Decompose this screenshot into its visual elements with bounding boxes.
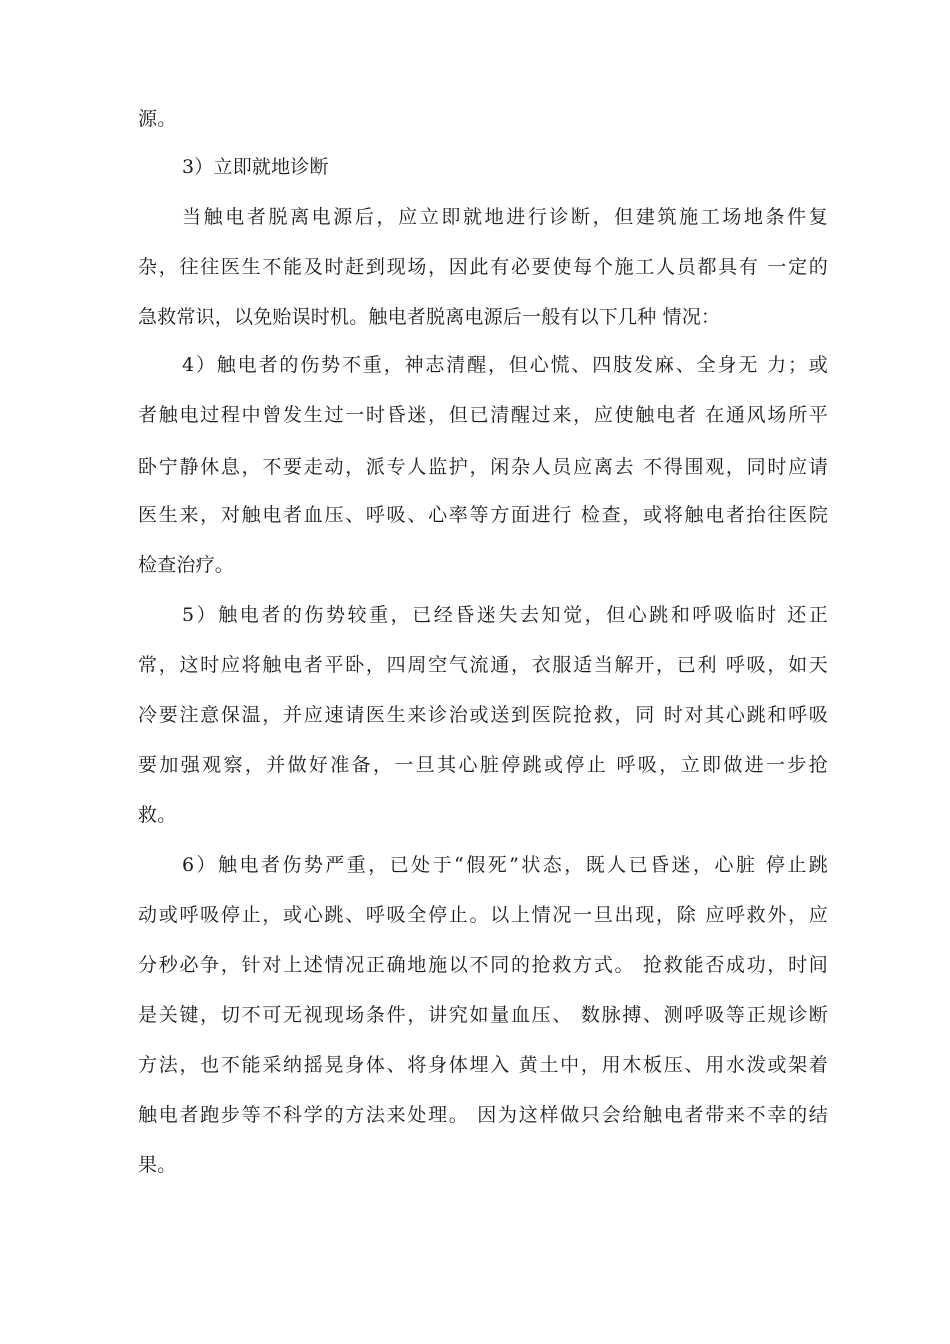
text-line: 杂，往往医生不能及时赶到现场，因此有必要使每个施工人员都具有 一定的	[138, 256, 828, 278]
text-line: 触电者跑步等不科学的方法来处理。 因为这样做只会给触电者带来不幸的结	[138, 1104, 828, 1126]
text-line: 源。	[138, 108, 177, 130]
section-heading: 3）立即就地诊断	[182, 156, 329, 178]
text-line: 当触电者脱离电源后，应立即就地进行诊断，但建筑施工场地条件复	[182, 206, 828, 228]
text-line: 冷要注意保温，并应速请医生来诊治或送到医院抢救，同 时对其心跳和呼吸	[138, 704, 828, 726]
text-line: 医生来，对触电者血压、呼吸、心率等方面进行 检查，或将触电者抬往医院	[138, 504, 828, 526]
text-line: 动或呼吸停止，或心跳、呼吸全停止。以上情况一旦出现，除 应呼救外，应	[138, 904, 828, 926]
text-line: 常，这时应将触电者平卧，四周空气流通，衣服适当解开，已利 呼吸，如天	[138, 654, 828, 676]
text-line: 卧宁静休息，不要走动，派专人监护，闲杂人员应离去 不得围观，同时应请	[138, 456, 828, 478]
text-line: 检查治疗。	[138, 554, 235, 576]
text-line: 者触电过程中曾发生过一时昏迷，但已清醒过来，应使触电者 在通风场所平	[138, 404, 828, 426]
text-line: 5）触电者的伤势较重，已经昏迷失去知觉，但心跳和呼吸临时 还正	[182, 604, 828, 626]
text-line: 是关键，切不可无视现场条件，讲究如量血压、 数脉搏、测呼吸等正规诊断	[138, 1004, 828, 1026]
text-line: 6）触电者伤势严重，已处于“假死”状态，既人已昏迷，心脏 停止跳	[182, 854, 828, 876]
text-line: 4）触电者的伤势不重，神志清醒，但心慌、四肢发麻、全身无 力；或	[182, 354, 828, 376]
text-line: 救。	[138, 804, 177, 826]
text-line: 方法，也不能采纳摇晃身体、将身体埋入 黄土中，用木板压、用水泼或架着	[138, 1054, 828, 1076]
text-line: 分秒必争，针对上述情况正确地施以不同的抢救方式。 抢救能否成功，时间	[138, 954, 828, 976]
text-line: 要加强观察，并做好准备，一旦其心脏停跳或停止 呼吸，立即做进一步抢	[138, 754, 828, 776]
text-line: 果。	[138, 1154, 177, 1176]
text-line: 急救常识，以免贻误时机。触电者脱离电源后一般有以下几种 情况：	[138, 306, 721, 328]
